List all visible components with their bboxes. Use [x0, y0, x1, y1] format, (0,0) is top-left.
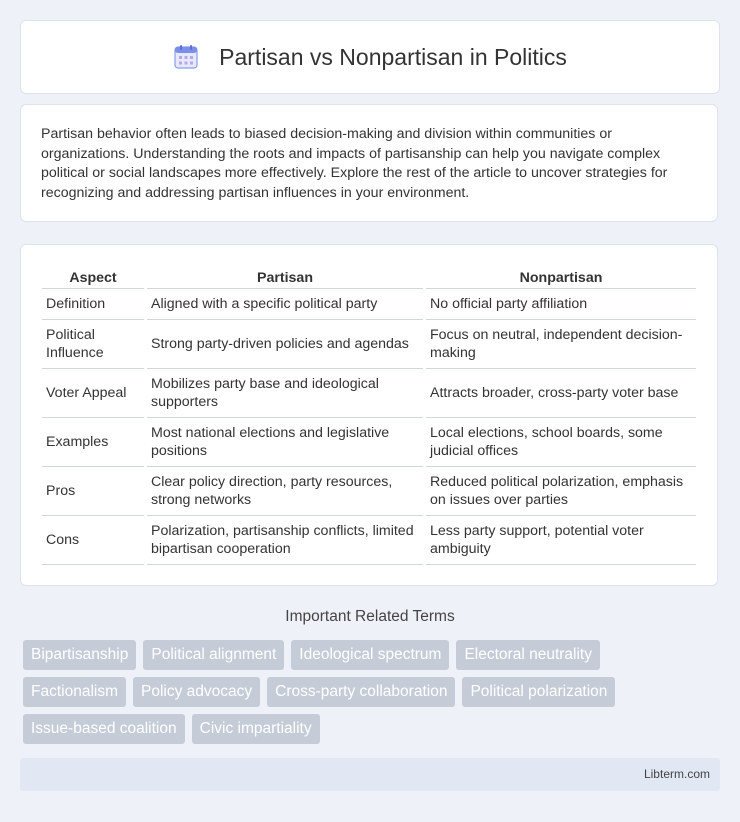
header-card — [20, 20, 720, 94]
tag-row — [23, 640, 723, 670]
comparison-table-card — [20, 244, 718, 586]
table-row — [42, 467, 696, 516]
cell-nonpartisan: Reduced political polarization, emphasis on issues over parties — [426, 467, 696, 516]
term-tag[interactable]: Bipartisanship — [23, 640, 136, 670]
table-row — [42, 516, 696, 565]
cell-nonpartisan: Less party support, potential voter ambiguity — [426, 516, 696, 565]
tag-row — [23, 714, 723, 744]
cell-nonpartisan: Focus on neutral, independent decision-making — [426, 320, 696, 369]
column-header-aspect: Aspect — [42, 265, 144, 289]
cell-partisan: Strong party-driven policies and agendas — [147, 320, 423, 369]
table-header-row — [42, 265, 696, 289]
cell-aspect: Political Influence — [42, 320, 144, 369]
term-tag[interactable]: Policy advocacy — [133, 677, 260, 707]
term-tag[interactable]: Civic impartiality — [192, 714, 320, 744]
calendar-icon — [173, 44, 199, 70]
cell-aspect: Voter Appeal — [42, 369, 144, 418]
cell-partisan: Mobilizes party base and ideological supporters — [147, 369, 423, 418]
intro-card — [20, 104, 718, 222]
cell-aspect: Definition — [42, 289, 144, 320]
column-header-partisan: Partisan — [147, 265, 423, 289]
cell-aspect: Pros — [42, 467, 144, 516]
term-tag[interactable]: Political polarization — [462, 677, 615, 707]
footer — [20, 758, 720, 791]
cell-aspect: Cons — [42, 516, 144, 565]
cell-nonpartisan: Local elections, school boards, some judicial offices — [426, 418, 696, 467]
cell-partisan: Polarization, partisanship conflicts, limited bipartisan cooperation — [147, 516, 423, 565]
cell-nonpartisan: Attracts broader, cross-party voter base — [426, 369, 696, 418]
term-tag[interactable]: Electoral neutrality — [456, 640, 600, 670]
cell-partisan: Most national elections and legislative positions — [147, 418, 423, 467]
column-header-nonpartisan: Nonpartisan — [426, 265, 696, 289]
term-tag[interactable]: Issue-based coalition — [23, 714, 185, 744]
term-tag[interactable]: Factionalism — [23, 677, 126, 707]
intro-text: Partisan behavior often leads to biased decision-making and division within communities or organizations. Understanding the roots and impacts of partisanship can help you navigate complex political or social landscapes more effectively. Explore the rest of the article to uncover strategies for recognizing and addressing partisan influences in your environment. — [41, 126, 668, 201]
related-terms-list — [23, 640, 723, 751]
table-row — [42, 320, 696, 369]
table-row — [42, 289, 696, 320]
cell-aspect: Examples — [42, 418, 144, 467]
cell-nonpartisan: No official party affiliation — [426, 289, 696, 320]
term-tag[interactable]: Political alignment — [143, 640, 284, 670]
term-tag[interactable]: Ideological spectrum — [291, 640, 449, 670]
related-terms-title: Important Related Terms — [285, 608, 455, 625]
cell-partisan: Aligned with a specific political party — [147, 289, 423, 320]
table-row — [42, 369, 696, 418]
cell-partisan: Clear policy direction, party resources, strong networks — [147, 467, 423, 516]
tag-row — [23, 677, 723, 707]
page-title: Partisan vs Nonpartisan in Politics — [219, 43, 567, 70]
footer-site-link[interactable]: Libterm.com — [643, 767, 710, 781]
comparison-table — [39, 265, 699, 565]
term-tag[interactable]: Cross-party collaboration — [267, 677, 455, 707]
table-row — [42, 418, 696, 467]
